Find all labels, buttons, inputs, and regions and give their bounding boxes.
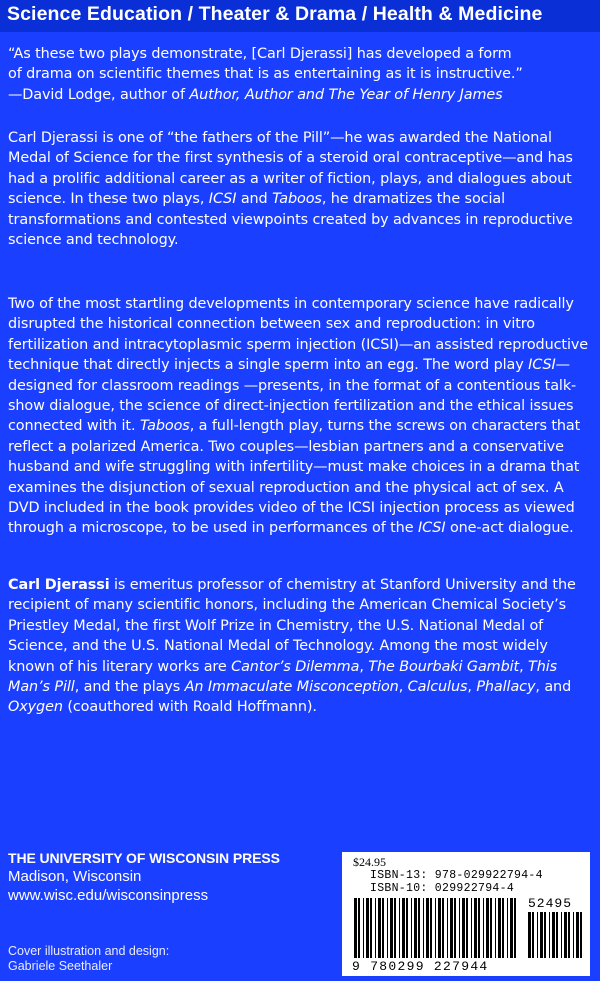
attribution-title: Author, Author and The Year of Henry James <box>189 86 503 103</box>
barcode-bar <box>442 898 444 958</box>
barcode-bar <box>478 898 480 958</box>
barcode-bar <box>454 898 456 958</box>
barcode-bar <box>426 898 429 958</box>
barcode-bar <box>447 898 448 958</box>
barcode-bar <box>495 898 496 958</box>
barcode-addon-bars-icon <box>528 912 584 958</box>
barcode-bars-icon <box>354 898 520 958</box>
publisher-block <box>8 849 280 905</box>
barcode-bar <box>466 898 468 958</box>
barcode-bar <box>399 898 400 958</box>
barcode-bar <box>375 898 376 958</box>
isbn-barcode-label <box>342 852 590 976</box>
barcode-bar <box>382 898 384 958</box>
publisher-url[interactable]: www.wisc.edu/wisconsinpress <box>8 887 209 904</box>
barcode-bar <box>514 898 516 958</box>
barcode-bar <box>358 898 360 958</box>
barcode-bar <box>390 898 393 958</box>
barcode-bar <box>576 912 579 958</box>
barcode-bar <box>528 912 531 958</box>
publisher-city: Madison, Wisconsin <box>8 868 142 885</box>
author-bio-paragraph: Carl Djerassi is emeritus professor of chemistry at Stanford University and the recipient of many scientific honors, including the American Chemical Society’s Priestley Medal, the first Wolf Prize in Chemistry, the U.S. National Medal of Science, and the U.S. National Medal of Technology. Among the most widely known of his literary works are Cantor’s Dilemma, The Bourbaki Gambit, This Man’s Pill, and the plays An Immaculate Misconception, Calculus, Phallacy, and Oxygen (coauthored with Roald Hoffmann). <box>8 577 576 716</box>
barcode-bar <box>438 898 441 958</box>
quote-attribution <box>8 85 598 105</box>
barcode-bar <box>507 898 508 958</box>
barcode-bar <box>354 898 357 958</box>
barcode-bar <box>561 912 562 958</box>
attribution-prefix: —David Lodge, author of <box>8 86 190 103</box>
credit-line-2: Gabriele Seethaler <box>8 959 113 973</box>
barcode-bar <box>430 898 432 958</box>
barcode-bar <box>370 898 372 958</box>
barcode-bar <box>549 912 550 958</box>
credit-line-1: Cover illustration and design: <box>8 944 170 958</box>
barcode-bar <box>540 912 543 958</box>
barcode-bar <box>418 898 420 958</box>
barcode-bar <box>459 898 460 958</box>
barcode-bar <box>474 898 477 958</box>
barcode-bar <box>471 898 472 958</box>
quote-line-1: “As these two plays demonstrate, [Carl Djerassi] has developed a form <box>8 46 512 62</box>
barcode-bar <box>402 898 405 958</box>
price-code: 52495 <box>528 896 573 911</box>
barcode-bar <box>490 898 492 958</box>
barcode-bar <box>502 898 504 958</box>
quote-line-2: of drama on scientific themes that is as entertaining as it is instructive.” <box>8 66 523 83</box>
barcode-bar <box>462 898 465 958</box>
category-header: Science Education / Theater & Drama / Health & Medicine <box>7 3 543 25</box>
price-label: $24.95 <box>353 855 386 869</box>
barcode-bar <box>544 912 546 958</box>
barcode-bar <box>564 912 567 958</box>
barcode-bar <box>363 898 364 958</box>
barcode-bar <box>394 898 396 958</box>
description-paragraph-2: Two of the most startling developments in contemporary science have radically disrupted the historical connection between sex and reproduction: in vitro fertilization and intracytoplasmic sperm injection (ICSI)—an assisted reproductive technique that directly injects a single sperm into an egg. The word play ICSI—designed for classroom readings —presents, in the format of a contentious talk-show dialogue, the science of direct-injection fertilization and the ethical issues connected with it. Taboos, a full-length play, turns the screws on characters that reflect a polarized America. Two couples—lesbian partners and a conservative husband and wife struggling with infertility—must make choices in a drama that examines the disjunction of sexual reproduction and the physical act of sex. A DVD included in the book provides video of the ICSI injection process as viewed through a microscope, to be used in performances of the ICSI one-act dialogue. <box>8 296 589 537</box>
barcode-bar <box>414 898 417 958</box>
barcode-bar <box>366 898 369 958</box>
barcode-bar <box>411 898 412 958</box>
barcode-bar <box>537 912 538 958</box>
barcode-bar <box>486 898 489 958</box>
barcode-bar <box>532 912 534 958</box>
description-paragraph-1: Carl Djerassi is one of “the fathers of the Pill”—he was awarded the National Medal of Science for the first synthesis of a steroid oral contraceptive—and has had a prolific additional career as a writer of fiction, plays, and dialogues about science. In these two plays, ICSI and Taboos, he dramatizes the social transformations and contested viewpoints created by advances in reproductive science and technology. <box>8 130 573 249</box>
isbn-10: ISBN-10: 029922794-4 <box>370 882 515 895</box>
praise-quote <box>8 44 598 105</box>
barcode-bar <box>498 898 501 958</box>
barcode-bar <box>435 898 436 958</box>
cover-credit <box>8 944 169 974</box>
barcode-bar <box>378 898 381 958</box>
barcode-bar <box>552 912 555 958</box>
barcode-bar <box>580 912 582 958</box>
author-name: Carl Djerassi <box>8 577 110 593</box>
barcode-bar <box>387 898 388 958</box>
barcode-bar <box>483 898 484 958</box>
barcode-bar <box>406 898 408 958</box>
barcode-bar <box>573 912 574 958</box>
barcode-bar <box>510 898 513 958</box>
barcode-digits: 9 780299 227944 <box>352 959 489 974</box>
barcode-bar <box>556 912 558 958</box>
barcode-bar <box>568 912 570 958</box>
isbn-13: ISBN-13: 978-029922794-4 <box>370 869 543 882</box>
publisher-name: THE UNIVERSITY OF WISCONSIN PRESS <box>8 850 280 866</box>
barcode-bar <box>450 898 453 958</box>
barcode-bar <box>423 898 424 958</box>
